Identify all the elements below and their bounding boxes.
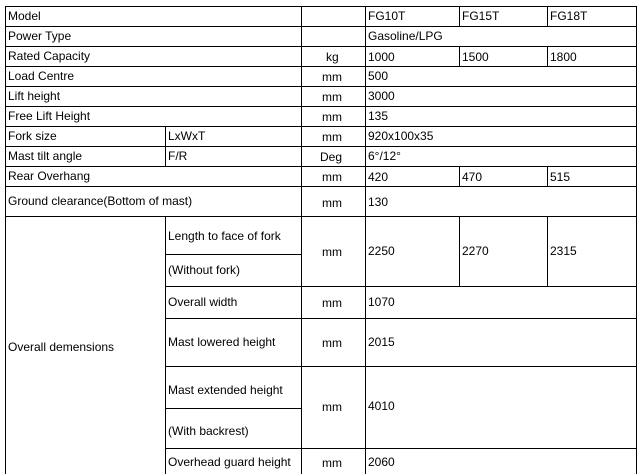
mast-lowered-unit: mm xyxy=(322,336,342,350)
mast-tilt-unit: Deg xyxy=(320,150,343,164)
fork-size-value: 920x100x35 xyxy=(368,129,434,143)
h-line xyxy=(5,126,637,127)
h-line xyxy=(5,216,637,217)
v-line xyxy=(636,6,637,474)
ground-clearance-unit: mm xyxy=(322,196,342,210)
overall-dimensions-label: Overall demensions xyxy=(8,340,115,354)
ground-clearance-value: 130 xyxy=(368,195,389,209)
lift-height-value: 3000 xyxy=(368,89,395,103)
h-line xyxy=(5,46,637,47)
mast-extended-note: (With backrest) xyxy=(168,424,249,438)
h-line xyxy=(5,186,637,187)
overall-width-unit: mm xyxy=(322,296,342,310)
h-line xyxy=(5,166,637,167)
overhead-guard-unit: mm xyxy=(322,456,342,470)
overhead-guard-value: 2060 xyxy=(368,455,395,469)
rated-capacity-value: 1800 xyxy=(550,50,577,64)
load-centre-value: 500 xyxy=(368,69,389,83)
power-type-value: Gasoline/LPG xyxy=(368,29,443,43)
overhead-guard-label: Overhead guard height xyxy=(168,455,291,469)
rated-capacity-label: Rated Capacity xyxy=(8,49,91,63)
v-line xyxy=(459,46,460,66)
h-line xyxy=(165,366,637,367)
length-label: Length to face of fork xyxy=(168,229,281,243)
fork-size-label: Fork size xyxy=(8,129,57,143)
length-value: 2315 xyxy=(550,244,577,258)
h-line xyxy=(165,408,301,409)
rated-capacity-value: 1500 xyxy=(462,50,489,64)
rear-overhang-value: 420 xyxy=(368,170,389,184)
load-centre-unit: mm xyxy=(322,70,342,84)
h-line xyxy=(165,448,637,449)
power-type-label: Power Type xyxy=(8,29,72,43)
free-lift-height-label: Free Lift Height xyxy=(8,109,91,123)
mast-tilt-value: 6°/12° xyxy=(368,149,401,163)
h-line xyxy=(5,6,637,7)
rated-capacity-unit: kg xyxy=(326,50,339,64)
h-line xyxy=(165,286,637,287)
length-value: 2270 xyxy=(462,244,489,258)
v-line xyxy=(547,46,548,66)
model-name: FG18T xyxy=(550,9,588,23)
lift-height-unit: mm xyxy=(322,90,342,104)
length-note: (Without fork) xyxy=(168,263,241,277)
rear-overhang-unit: mm xyxy=(322,170,342,184)
v-line xyxy=(547,166,548,186)
fork-size-sub: LxWxT xyxy=(168,129,206,143)
h-line xyxy=(5,66,637,67)
mast-lowered-label: Mast lowered height xyxy=(168,335,276,349)
v-line xyxy=(459,216,460,286)
mast-extended-label: Mast extended height xyxy=(168,383,283,397)
mast-extended-unit: mm xyxy=(322,400,342,414)
h-line xyxy=(5,86,637,87)
mast-extended-value: 4010 xyxy=(368,399,395,413)
model-name: FG10T xyxy=(368,9,406,23)
length-unit: mm xyxy=(322,245,342,259)
overall-width-label: Overall width xyxy=(168,295,238,309)
h-line xyxy=(5,146,637,147)
model-name: FG15T xyxy=(462,9,500,23)
h-line xyxy=(5,26,637,27)
rear-overhang-value: 515 xyxy=(550,170,571,184)
fork-size-unit: mm xyxy=(322,130,342,144)
v-line xyxy=(301,6,302,474)
v-line xyxy=(165,216,166,474)
v-line xyxy=(459,6,460,26)
lift-height-label: Lift height xyxy=(8,89,61,103)
v-line xyxy=(547,6,548,26)
ground-clearance-label: Ground clearance(Bottom of mast) xyxy=(8,194,193,208)
overall-width-value: 1070 xyxy=(368,295,395,309)
h-line xyxy=(5,106,637,107)
free-lift-height-unit: mm xyxy=(322,110,342,124)
v-line xyxy=(365,6,366,474)
h-line xyxy=(165,254,301,255)
length-value: 2250 xyxy=(368,244,395,258)
v-line xyxy=(459,166,460,186)
h-line xyxy=(165,318,637,319)
v-line xyxy=(5,6,6,474)
mast-lowered-value: 2015 xyxy=(368,335,395,349)
v-line xyxy=(165,126,166,166)
model-label: Model xyxy=(8,9,41,23)
rear-overhang-value: 470 xyxy=(462,170,483,184)
rated-capacity-value: 1000 xyxy=(368,50,395,64)
free-lift-height-value: 135 xyxy=(368,109,389,123)
load-centre-label: Load Centre xyxy=(8,69,75,83)
v-line xyxy=(547,216,548,286)
mast-tilt-sub: F/R xyxy=(168,149,188,163)
mast-tilt-label: Mast tilt angle xyxy=(8,149,83,163)
rear-overhang-label: Rear Overhang xyxy=(8,169,91,183)
